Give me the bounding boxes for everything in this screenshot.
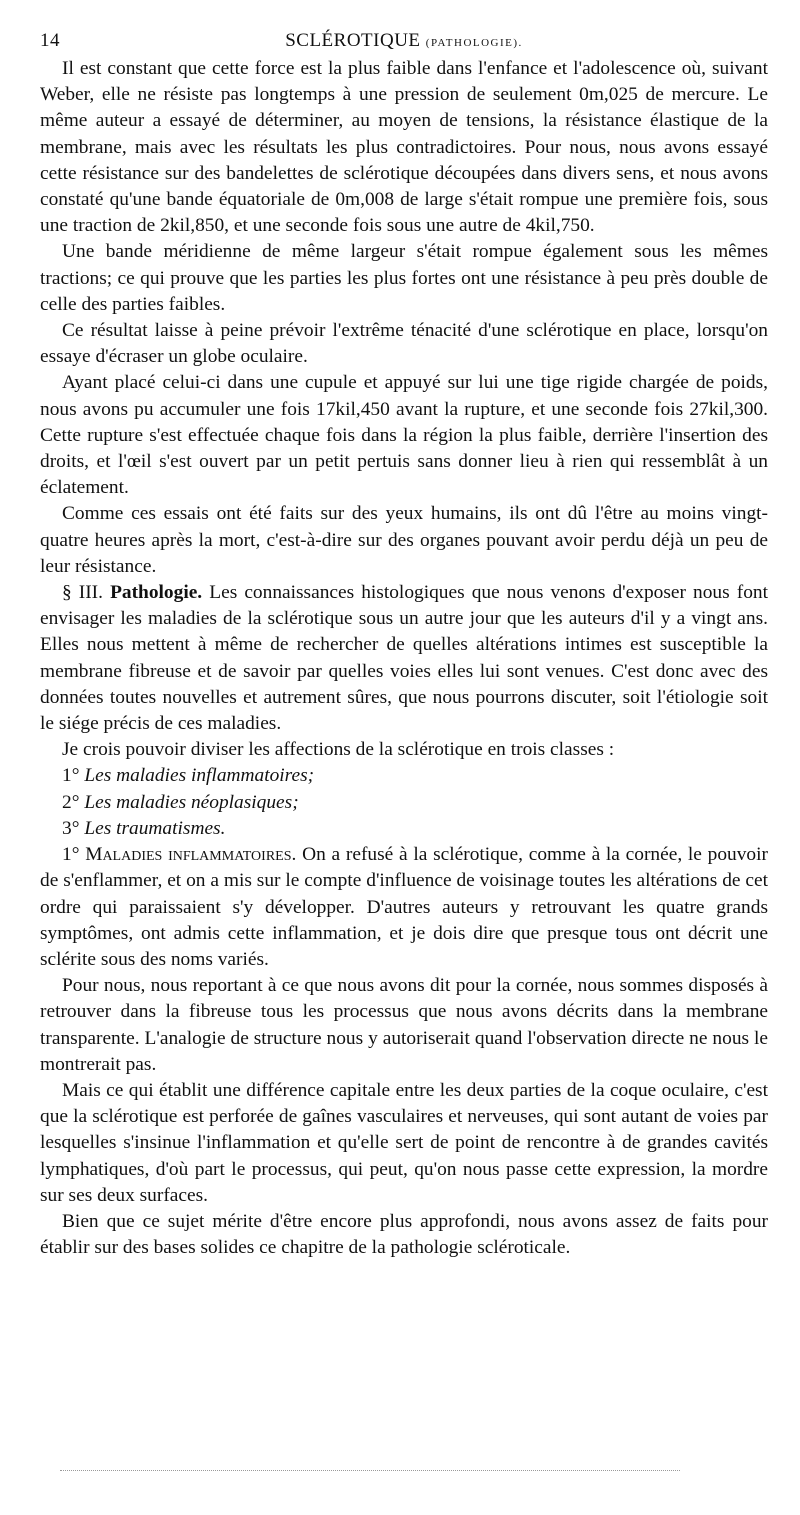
paragraph: Comme ces essais ont été faits sur des yeux humains, ils ont dû l'être au moins vingt-quatre heures après la mort, c'est-à-dire sur des organes pouvant avoir perdu déjà un peu de leur résistance. [40,503,768,577]
subsection-num: 1° [62,844,80,866]
paragraph: Ayant placé celui-ci dans une cupule et appuyé sur lui une tige rigide chargée de poids, nous avons pu accumuler une fois 17kil,450 avant la rupture, et une seconde fois 27kil,300. Cette rupture s'est effectuée chaque fois dans la région la plus faible, derrière l'insertion des droits, et l'œil s'est ouvert par un petit pertuis sans donner lieu à rien qui ressemblât à un éclatement. [40,372,768,499]
footer-rule [60,1470,680,1471]
list-num: 3° [62,817,80,839]
paragraph: Pour nous, nous reportant à ce que nous avons dit pour la cornée, nous sommes disposés à retrouver dans la fibreuse tous les processus que nous avons décrits dans la membrane transparente. L'analogie de structure nous y autoriserait quand l'observation directe ne nous le montrerait pas. [40,975,768,1075]
subsection-text: On a refusé à la sclérotique, comme à la cornée, le pouvoir de s'enflammer, et on a mis sur le compte d'influence de voisinage toutes les altérations de cet ordre qui paraissaient s'y développer. D'autres auteurs y retrouvant les quatre grands symptômes, ont admis cette inflammation, et je dois dire que presque tous ont décrit une sclérite sous des noms variés. [40,844,768,970]
subsection-paragraph [40,842,768,973]
header-title: SCLÉROTIQUE [285,30,421,51]
list-item [40,816,768,842]
page [40,30,768,1261]
paragraph: Ce résultat laisse à peine prévoir l'extrême ténacité d'une sclérotique en place, lorsqu'on essaye d'écraser un globe oculaire. [40,320,768,368]
section-marker: § III. [62,582,103,604]
paragraph: Une bande méridienne de même largeur s'était rompue également sous les mêmes tractions; ce qui prouve que les parties les plus fortes ont une résistance à peu près double de celle des parties faibles. [40,241,768,315]
section-heading: Pathologie. [110,582,203,604]
list-item [40,790,768,816]
list-item [40,763,768,789]
list-num: 1° [62,765,80,787]
page-number: 14 [40,30,60,51]
list-intro: Je crois pouvoir diviser les affections de la sclérotique en trois classes : [62,739,615,761]
running-header [40,30,768,56]
list-text: Les traumatismes. [84,817,226,839]
section-text: Les connaissances histologiques que nous venons d'exposer nous font envisager les maladies de la sclérotique sous un autre jour que les auteurs d'il y a vingt ans. Elles nous mettent à même de rechercher de quelles altérations intimes est susceptible la membrane fibreuse et de savoir par quelles voies elles lui sont venues. C'est donc avec des données toutes nouvelles et autrement sûres, que nous pourrons discuter, soit l'étiologie soit le siége précis de ces maladies. [40,582,768,735]
list-text: Les maladies néoplasiques; [84,791,299,813]
paragraph: Il est constant que cette force est la plus faible dans l'enfance et l'adolescence où, suivant Weber, elle ne résiste pas longtemps à une pression de seulement 0m,025 de mercure. Le même auteur a essayé de déterminer, au moyen de tensions, la résistance élastique de la membrane, mais avec les résultats les plus contradictoires. Pour nous, nous avons essayé cette résistance sur des bandelettes de sclérotique découpées dans divers sens, et nous avons constaté qu'une bande équatoriale de 0m,008 de large s'était rompue une première fois, sous une traction de 2kil,850, et une seconde fois sous une autre de 4kil,750. [40,58,768,237]
subsection-heading: Maladies inflammatoires. [85,844,297,866]
body-text [40,56,768,1261]
running-title [40,30,768,52]
list-text: Les maladies inflammatoires; [84,765,315,787]
section-paragraph [40,580,768,737]
paragraph: Mais ce qui établit une différence capitale entre les deux parties de la coque oculaire, c'est que la sclérotique est perforée de gaînes vasculaires et nerveuses, qui sont autant de voies par lesquelles s'insinue l'inflammation et qu'elle sert de point de rencontre à de grandes cavités lymphatiques, d'où part le processus, qui peut, qu'on nous passe cette expression, la mordre sur ses deux surfaces. [40,1079,768,1206]
header-subtitle: (PATHOLOGIE). [425,37,523,49]
paragraph: Bien que ce sujet mérite d'être encore plus approfondi, nous avons assez de faits pour établir sur des bases solides ce chapitre de la pathologie scléroticale. [40,1210,768,1259]
list-num: 2° [62,791,80,813]
